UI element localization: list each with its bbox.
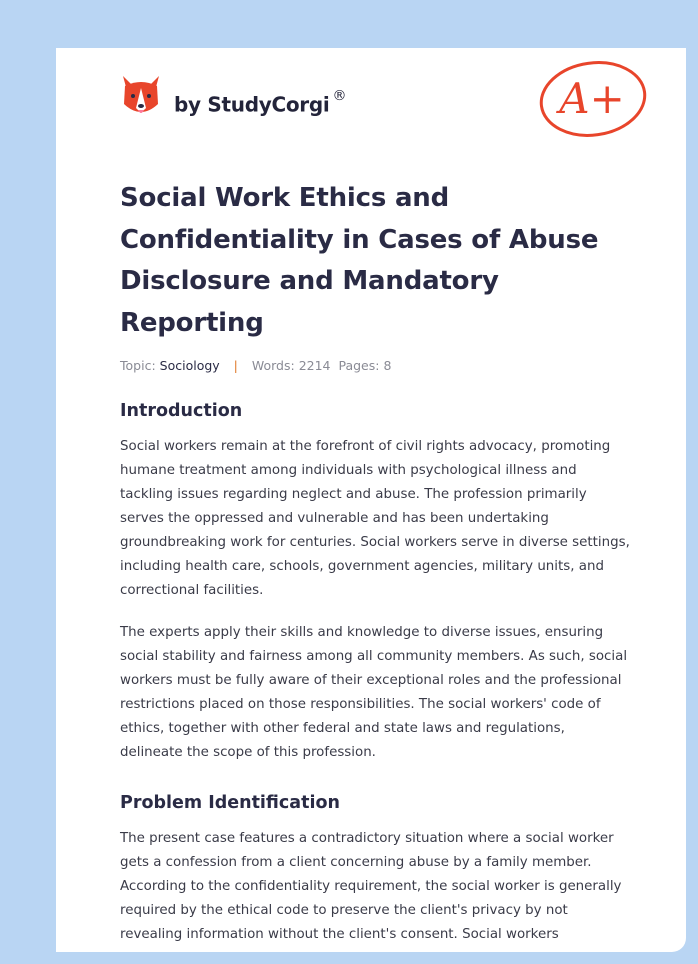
pages-value: 8 (383, 358, 392, 373)
article-meta (120, 358, 630, 373)
section-heading-problem-identification: Problem Identification (120, 793, 340, 813)
grade-badge-icon (536, 58, 648, 140)
corgi-logo-icon (120, 74, 162, 120)
trademark-symbol: ® (332, 88, 347, 104)
header (56, 48, 686, 158)
article-title: Social Work Ethics and Confidentiality in Cases of Abuse Disclosure and Mandatory Reporting (120, 183, 599, 338)
meta-separator: | (233, 358, 238, 373)
pages-label: Pages: (338, 358, 380, 373)
words-value: 2214 (298, 358, 331, 373)
paragraph: Social workers remain at the forefront of civil rights advocacy, promoting humane treatment among individuals with psychological illness and tackling issues regarding neglect and abuse. The profession primarily serves the oppressed and vulnerable and has been undertaking groundbreaking work for centuries. Social workers serve in diverse settings, including health care, schools, government agencies, military units, and correctional facilities. (120, 439, 630, 598)
brand-name (174, 88, 347, 117)
paragraph: The experts apply their skills and knowledge to diverse issues, ensuring social stability and fairness among all community members. As such, social workers must be fully aware of their exceptional roles and the professional restrictions placed on those responsibilities. The social workers' code of ethics, together with other federal and state laws and regulations, delineate the scope of this profession. (120, 625, 628, 760)
topic-label: Topic: (120, 358, 156, 373)
grade-text: A+ (559, 74, 625, 123)
paragraph: The present case features a contradictory situation where a social worker gets a confession from a client concerning abuse by a family member. According to the confidentiality requirement, the social worker is generally required by the ethical code to preserve the client's privacy by not revealing information without the client's consent. Social workers (120, 831, 622, 942)
article (120, 178, 630, 947)
document-card (56, 48, 686, 952)
brand-text: by StudyCorgi (174, 92, 330, 117)
section-heading-introduction: Introduction (120, 401, 243, 421)
words-label: Words: (251, 358, 295, 373)
topic-link[interactable]: Sociology (159, 358, 220, 373)
